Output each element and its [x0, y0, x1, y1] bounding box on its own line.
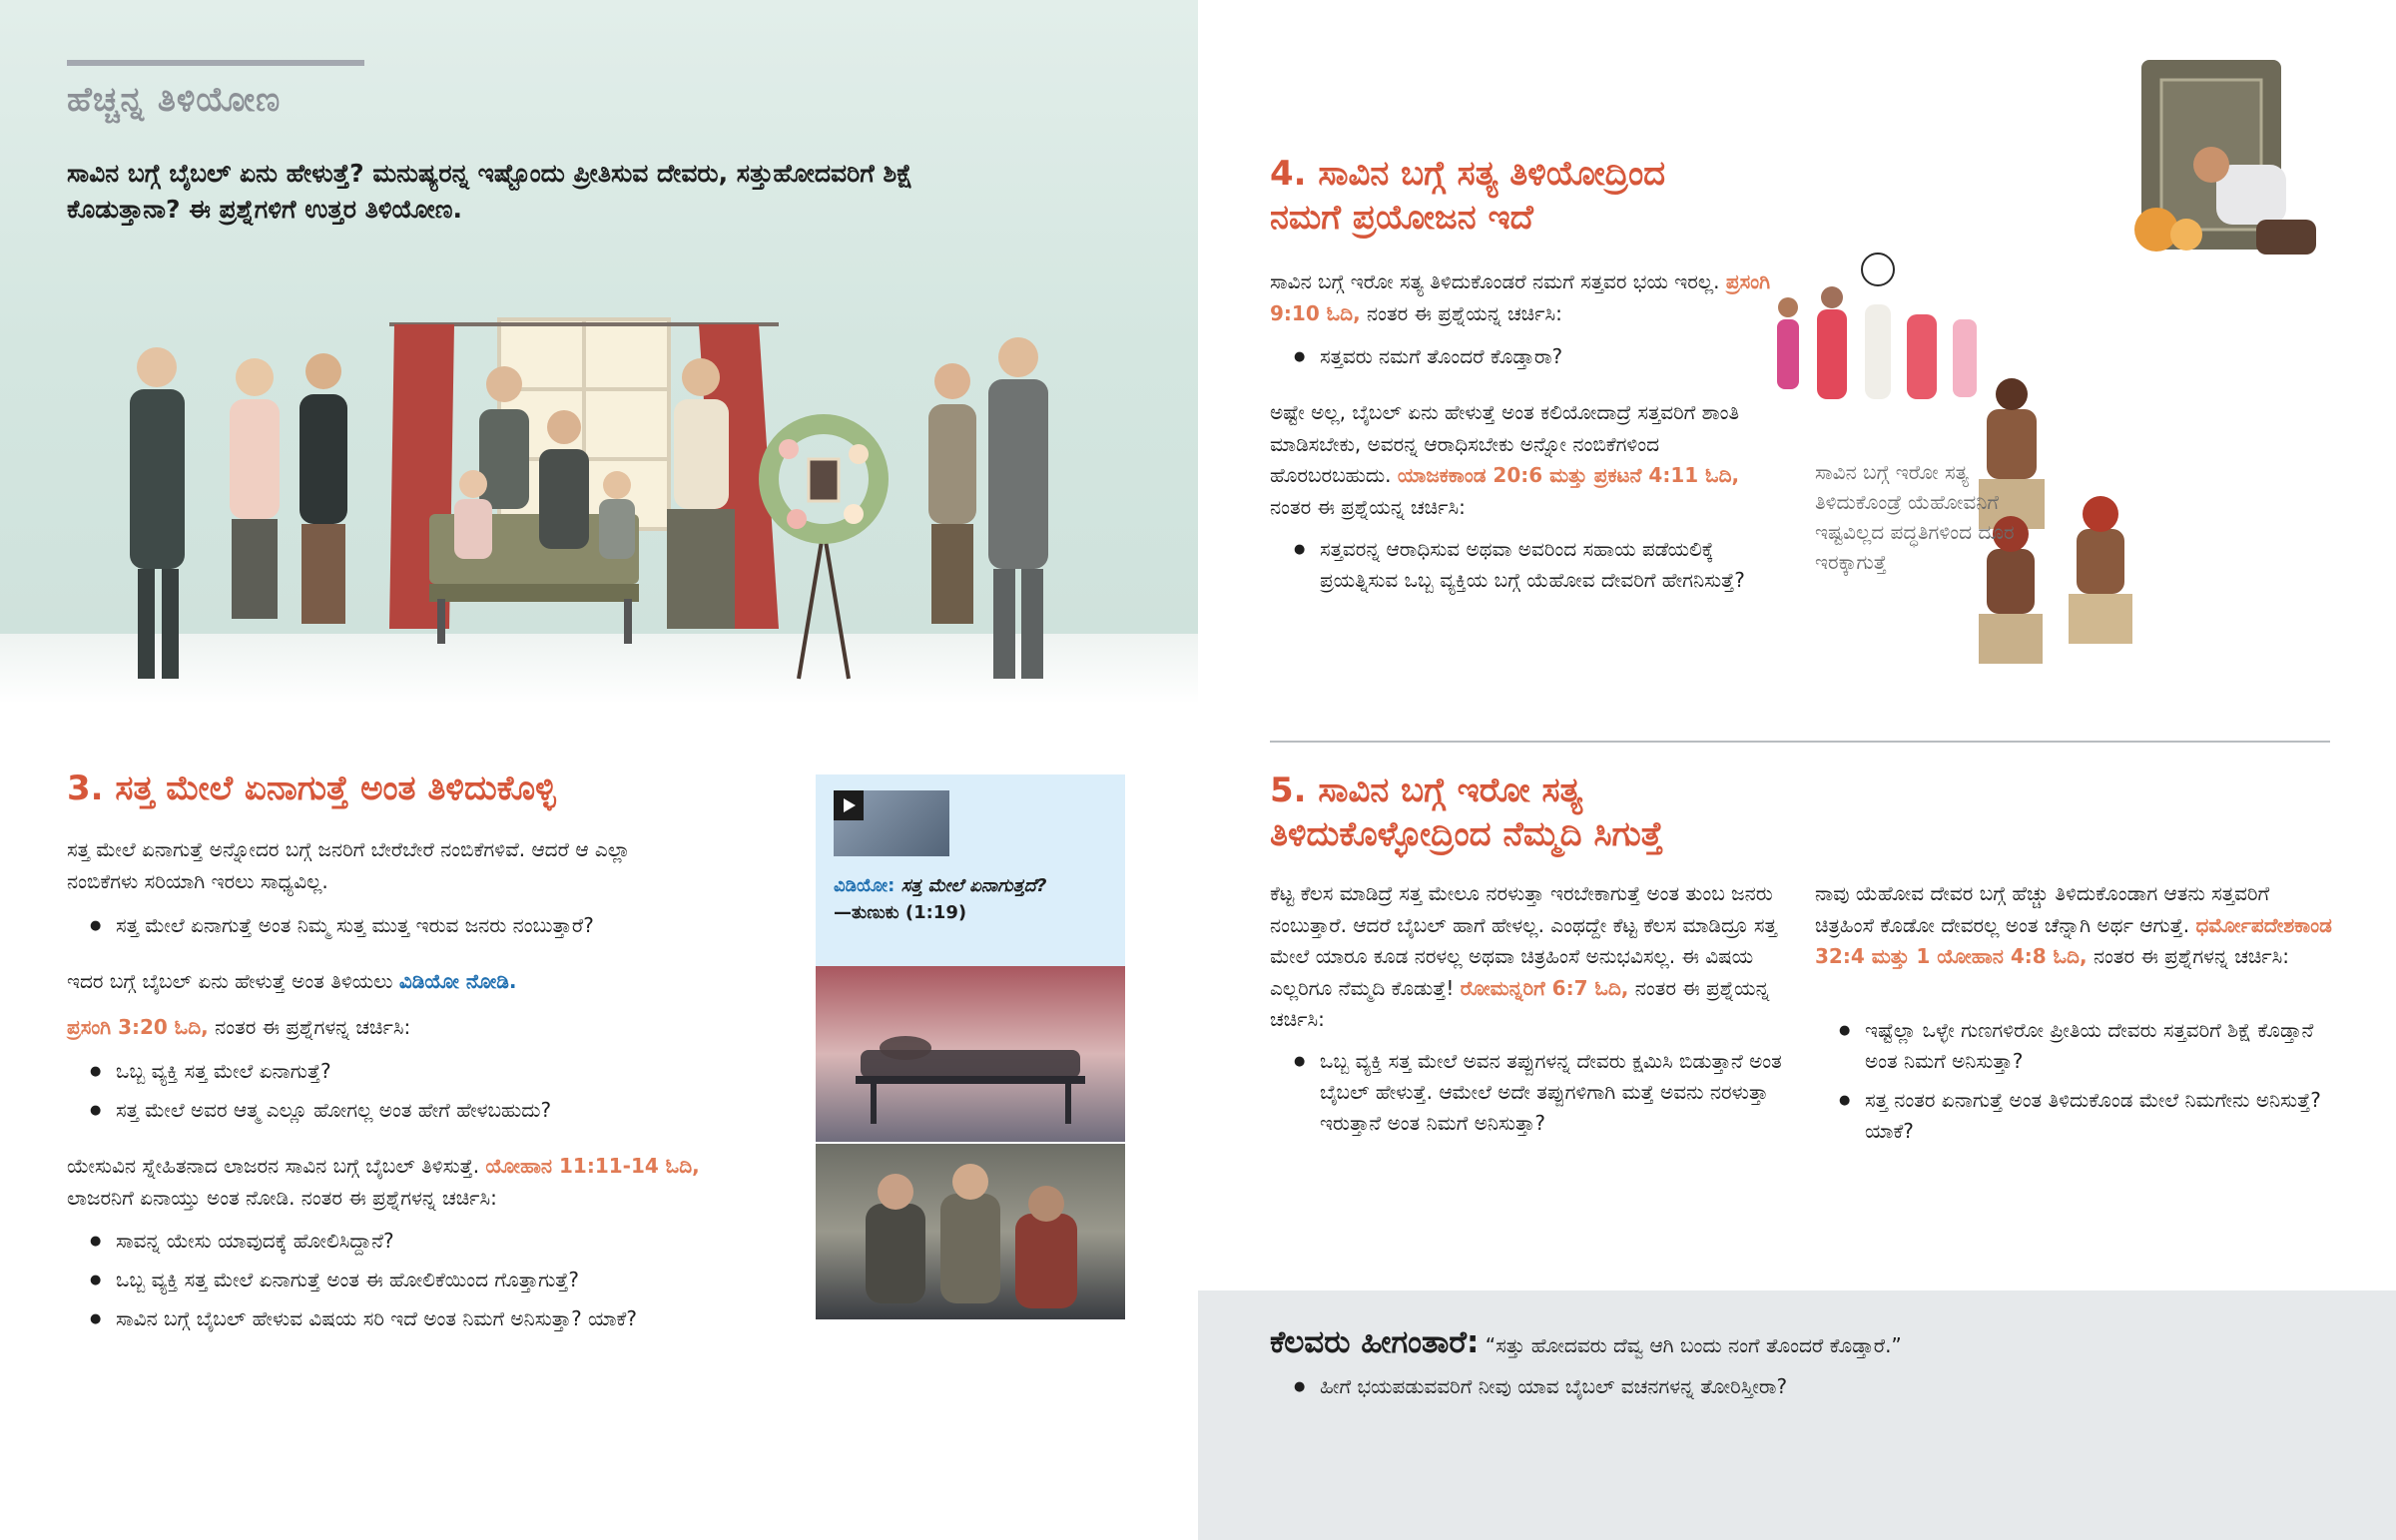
- mourners-right-couple: [928, 337, 1048, 679]
- paragraph-text: ಅಷ್ಟೇ ಅಲ್ಲ, ಬೈಬಲ್ ಏನು ಹೇಳುತ್ತೆ ಅಂತ ಕಲಿಯೋದಾದ್ರೆ ಸತ್ತವರಿಗೆ ಶಾಂತಿ ಮಾಡಿಸಬೇಕು, ಅವರನ್ನ ಆರಾಧಿಸಬೇಕು ಅನ್ನೋ ನಂಬಿಕೆಗಳಿಂದ ಹೊರಬರಬಹುದು.: [1270, 400, 1740, 488]
- section-4-title-line-2: ನಮಗೆ ಪ್ರಯೋಜನ ಇದೆ: [1270, 198, 1533, 239]
- section-divider: [1270, 741, 2330, 743]
- section-5-column-a-questions: [1294, 1046, 1783, 1147]
- play-icon[interactable]: [834, 790, 864, 820]
- kicker-rule: [67, 60, 364, 66]
- funeral-illustration: [120, 299, 1078, 709]
- video-thumbnail[interactable]: [834, 790, 949, 856]
- paragraph-text: ಲಾಜರನಿಗೆ ಏನಾಯ್ತು ಅಂತ ನೋಡಿ. ನಂತರ ಈ ಪ್ರಶ್ನೆಗಳನ್ನ ಚರ್ಚಿಸಿ:: [67, 1185, 497, 1210]
- section-3-questions-b: [90, 1056, 769, 1134]
- section-3-questions-c: [90, 1226, 779, 1342]
- section-4-paragraph-2: [1270, 397, 1779, 523]
- video-title[interactable]: [834, 872, 1113, 901]
- video-label: ವಿಡಿಯೋ:: [834, 875, 896, 896]
- section-3-paragraph-4: [67, 1151, 756, 1214]
- question-item: ● ಸತ್ತ ನಂತರ ಏನಾಗುತ್ತೆ ಅಂತ ತಿಳಿದುಕೊಂಡ ಮೇಲೆ ನಿಮಗೇನು ಅನಿಸುತ್ತೆ? ಯಾಕೆ?: [1839, 1085, 2338, 1147]
- paragraph-text: ನಂತರ ಈ ಪ್ರಶ್ನೆಯನ್ನ ಚರ್ಚಿಸಿ:: [1270, 975, 1770, 1032]
- some-people-say-questions: [1294, 1371, 2272, 1410]
- scripture-reference[interactable]: ಪ್ರಸಂಗಿ 3:20 ಓದಿ,: [67, 1015, 209, 1039]
- video-duration: —ತುಣುಕು (1:19): [834, 902, 967, 923]
- question-item: ● ಒಬ್ಬ ವ್ಯಕ್ತಿ ಸತ್ತ ಮೇಲೆ ಅವನ ತಪ್ಪುಗಳನ್ನ ದೇವರು ಕ್ಷಮಿಸಿ ಬಿಡುತ್ತಾನೆ ಅಂತ ಬೈಬಲ್ ಹೇಳುತ್ತೆ. ಆಮೇಲೆ ಅದೇ ತಪ್ಪುಗಳಿಗಾಗಿ ಮತ್ತೆ ಅವನು ನರಳುತ್ತಾ ಇರುತ್ತಾನೆ ಅಂತ ನಿಮಗೆ ಅನಿಸುತ್ತಾ?: [1294, 1046, 1783, 1139]
- question-item: ● ಸತ್ತ ಮೇಲೆ ಏನಾಗುತ್ತೆ ಅಂತ ನಿಮ್ಮ ಸುತ್ತ ಮುತ್ತ ಇರುವ ಜನರು ನಂಬುತ್ತಾರೆ?: [90, 910, 729, 941]
- quote-text: “ಸತ್ತು ಹೋದವರು ದೆವ್ವ ಆಗಿ ಬಂದು ನಂಗೆ ತೊಂದರೆ ಕೊಡ್ತಾರೆ.”: [1485, 1333, 1902, 1357]
- illustration-caption: ಸಾವಿನ ಬಗ್ಗೆ ಇರೋ ಸತ್ಯ ತಿಳಿದುಕೊಂಡ್ರೆ ಯೆಹೋವನಿಗೆ ಇಷ್ಟವಿಲ್ಲದ ಪದ್ಧತಿಗಳಿಂದ ದೂರ ಇರಕ್ಕಾಗುತ್ತೆ: [1815, 460, 2015, 574]
- mourners-left-group: [130, 347, 347, 679]
- procession-illustration: [1777, 254, 1977, 399]
- page-kicker: ಹೆಚ್ಚನ್ನ ತಿಳಿಯೋಣ: [67, 80, 282, 120]
- paragraph-text: ನಂತರ ಈ ಪ್ರಶ್ನೆಗಳನ್ನ ಚರ್ಚಿಸಿ:: [215, 1015, 411, 1039]
- paragraph-text: ನಂತರ ಈ ಪ್ರಶ್ನೆಯನ್ನ ಚರ್ಚಿಸಿ:: [1367, 300, 1562, 325]
- scripture-reference[interactable]: ಯೋಹಾನ 11:11-14 ಓದಿ,: [485, 1154, 700, 1178]
- section-5-title-line-1: 5. ಸಾವಿನ ಬಗ್ಗೆ ಇರೋ ಸತ್ಯ: [1270, 770, 1583, 810]
- mourners-illustration: [816, 1144, 1125, 1319]
- question-item: ● ಸತ್ತ ಮೇಲೆ ಅವರ ಆತ್ಮ ಎಲ್ಲೂ ಹೋಗಲ್ಲ ಅಂತ ಹೇಗೆ ಹೇಳಬಹುದು?: [90, 1095, 769, 1126]
- section-5-title: [1270, 769, 1663, 856]
- section-5-column-b-questions: [1839, 1015, 2338, 1155]
- section-4-title-line-1: 4. ಸಾವಿನ ಬಗ್ಗೆ ಸತ್ಯ ತಿಳಿಯೋದ್ರಿಂದ: [1270, 154, 1666, 194]
- section-3-title: 3. ಸತ್ತ ಮೇಲೆ ಏನಾಗುತ್ತೆ ಅಂತ ತಿಳಿದುಕೊಳ್ಳಿ: [67, 769, 556, 808]
- hospital-bed-photo: [816, 966, 1125, 1142]
- section-3-paragraph-3: [67, 1012, 746, 1044]
- video-card[interactable]: [816, 774, 1125, 966]
- some-people-say-quote: [1270, 1324, 1902, 1361]
- paragraph-text: ಸಾವಿನ ಬಗ್ಗೆ ಇರೋ ಸತ್ಯ ತಿಳಿದುಕೊಂಡರೆ ನಮಗೆ ಸತ್ತವರ ಭಯ ಇರಲ್ಲ.: [1270, 269, 1720, 293]
- section-4-title: [1270, 152, 1665, 240]
- question-item: ● ಒಬ್ಬ ವ್ಯಕ್ತಿ ಸತ್ತ ಮೇಲೆ ಏನಾಗುತ್ತೆ?: [90, 1056, 769, 1087]
- question-item: ● ಹೀಗೆ ಭಯಪಡುವವರಿಗೆ ನೀವು ಯಾವ ಬೈಬಲ್ ವಚನಗಳನ್ನ ತೋರಿಸ್ತೀರಾ?: [1294, 1371, 2272, 1402]
- mourners-waiting-photo: [816, 1144, 1125, 1319]
- scripture-reference[interactable]: ಪ್ರಸಂಗಿ 9:10 ಓದಿ,: [1270, 269, 1771, 325]
- scripture-reference[interactable]: ಯಾಜಕಕಾಂಡ 20:6 ಮತ್ತು ಪ್ರಕಟನೆ 4:11 ಓದಿ,: [1397, 463, 1740, 488]
- question-item: ● ಒಬ್ಬ ವ್ಯಕ್ತಿ ಸತ್ತ ಮೇಲೆ ಏನಾಗುತ್ತೆ ಅಂತ ಈ ಹೋಲಿಕೆಯಿಂದ ಗೊತ್ತಾಗುತ್ತೆ?: [90, 1265, 779, 1295]
- hospital-bed-illustration: [816, 966, 1125, 1142]
- section-4-questions-b: [1294, 534, 1773, 604]
- question-item: ● ಸಾವಿನ ಬಗ್ಗೆ ಬೈಬಲ್ ಹೇಳುವ ವಿಷಯ ಸರಿ ಇದೆ ಅಂತ ನಿಮಗೆ ಅನಿಸುತ್ತಾ? ಯಾಕೆ?: [90, 1303, 779, 1334]
- question-item: ● ಇಷ್ಟೆಲ್ಲಾ ಒಳ್ಳೇ ಗುಣಗಳಿರೋ ಪ್ರೀತಿಯ ದೇವರು ಸತ್ತವರಿಗೆ ಶಿಕ್ಷೆ ಕೊಡ್ತಾನೆ ಅಂತ ನಿಮಗೆ ಅನಿಸುತ್ತಾ?: [1839, 1015, 2338, 1077]
- section-3-questions-a: [90, 910, 729, 949]
- paragraph-text: ಕೆಟ್ಟ ಕೆಲಸ ಮಾಡಿದ್ರೆ ಸತ್ತ ಮೇಲೂ ನರಳುತ್ತಾ ಇರಬೇಕಾಗುತ್ತೆ ಅಂತ ತುಂಬ ಜನರು ನಂಬುತ್ತಾರೆ. ಆದರೆ ಬೈಬಲ್ ಹಾಗೆ ಹೇಳಲ್ಲ. ಎಂಥದ್ದೇ ಕೆಟ್ಟ ಕೆಲಸ ಮಾಡಿದ್ರೂ ಸತ್ತ ಮೇಲೆ ಯಾರೂ ಕೂಡ ನರಳಲ್ಲ ಅಥವಾ ಚಿತ್ರಹಿಂಸೆ ಅನುಭವಿಸಲ್ಲ. ಈ ವಿಷಯ ಎಲ್ಲರಿಗೂ ನೆಮ್ಮದಿ ಕೊಡುತ್ತೆ!: [1270, 881, 1777, 1000]
- question-item: ● ಸತ್ತವರನ್ನ ಆರಾಧಿಸುವ ಅಥವಾ ಅವರಿಂದ ಸಹಾಯ ಪಡೆಯಲಿಕ್ಕೆ ಪ್ರಯತ್ನಿಸುವ ಒಬ್ಬ ವ್ಯಕ್ತಿಯ ಬಗ್ಗೆ ಯೆಹೋವ ದೇವರಿಗೆ ಹೇಗನಿಸುತ್ತೆ?: [1294, 534, 1773, 596]
- paragraph-text: ನಂತರ ಈ ಪ್ರಶ್ನೆಯನ್ನ ಚರ್ಚಿಸಿ:: [1270, 494, 1466, 519]
- ancestor-worship-illustration: [1757, 30, 2396, 689]
- intro-text: ಸಾವಿನ ಬಗ್ಗೆ ಬೈಬಲ್ ಏನು ಹೇಳುತ್ತೆ? ಮನುಷ್ಯರನ್ನ ಇಷ್ಟೊಂದು ಪ್ರೀತಿಸುವ ದೇವರು, ಸತ್ತುಹೋದವರಿಗೆ ಶಿಕ್ಷೆ ಕೊಡುತ್ತಾನಾ? ಈ ಪ್ರಶ್ನೆಗಳಿಗೆ ಉತ್ತರ ತಿಳಿಯೋಣ.: [67, 159, 913, 225]
- paragraph-text: ನಂತರ ಈ ಪ್ರಶ್ನೆಗಳನ್ನ ಚರ್ಚಿಸಿ:: [2093, 944, 2290, 969]
- some-people-say-heading: ಕೆಲವರು ಹೀಗಂತಾರೆ:: [1270, 1324, 1480, 1360]
- section-4-questions-a: [1294, 341, 1793, 380]
- paragraph-text: ಯೇಸುವಿನ ಸ್ನೇಹಿತನಾದ ಲಾಜರನ ಸಾವಿನ ಬಗ್ಗೆ ಬೈಬಲ್ ತಿಳಿಸುತ್ತೆ.: [67, 1154, 480, 1178]
- scripture-reference[interactable]: ಧರ್ಮೋಪದೇಶಕಾಂಡ 32:4 ಮತ್ತು 1 ಯೋಹಾನ 4:8 ಓದಿ,: [1815, 912, 2332, 969]
- wreath-illustration: [769, 424, 879, 679]
- section-3-paragraph-1: ಸತ್ತ ಮೇಲೆ ಏನಾಗುತ್ತೆ ಅನ್ನೋದರ ಬಗ್ಗೆ ಜನರಿಗೆ ಬೇರೆಬೇರೆ ನಂಬಿಕೆಗಳಿವೆ. ಆದರೆ ಆ ಎಲ್ಲಾ ನಂಬಿಕೆಗಳು ಸರಿಯಾಗಿ ಇರಲು ಸಾಧ್ಯವಿಲ್ಲ.: [67, 837, 631, 893]
- scripture-reference[interactable]: ರೋಮನ್ನರಿಗೆ 6:7 ಓದಿ,: [1460, 975, 1629, 1000]
- paragraph-text: ಇದರ ಬಗ್ಗೆ ಬೈಬಲ್ ಏನು ಹೇಳುತ್ತೆ ಅಂತ ತಿಳಿಯಲು: [67, 969, 393, 993]
- paragraph-text: ನಾವು ಯೆಹೋವ ದೇವರ ಬಗ್ಗೆ ಹೆಚ್ಚು ತಿಳಿದುಕೊಂಡಾಗ ಆತನು ಸತ್ತವರಿಗೆ ಚಿತ್ರಹಿಂಸೆ ಕೊಡೋ ದೇವರಲ್ಲ ಅಂತ ಚೆನ್ನಾಗಿ ಅರ್ಥ ಆಗುತ್ತೆ.: [1815, 881, 2270, 937]
- question-item: ● ಸತ್ತವರು ನಮಗೆ ತೊಂದರೆ ಕೊಡ್ತಾರಾ?: [1294, 341, 1793, 372]
- watch-video-link[interactable]: ವಿಡಿಯೋ ನೋಡಿ.: [398, 969, 517, 993]
- section-5-column-b-paragraph: [1815, 878, 2334, 973]
- section-5-title-line-2: ತಿಳಿದುಕೊಳ್ಳೋದ್ರಿಂದ ನೆಮ್ಮದಿ ಸಿಗುತ್ತೆ: [1270, 814, 1664, 855]
- video-title-text: ಸತ್ತ ಮೇಲೆ ಏನಾಗುತ್ತದೆ?: [900, 875, 1047, 896]
- section-5-column-a-paragraph: [1270, 878, 1779, 1036]
- section-4-paragraph-1: [1270, 266, 1779, 329]
- section-3-paragraph-2: [67, 966, 746, 998]
- question-item: ● ಸಾವನ್ನ ಯೇಸು ಯಾವುದಕ್ಕೆ ಹೋಲಿಸಿದ್ದಾನೆ?: [90, 1226, 779, 1257]
